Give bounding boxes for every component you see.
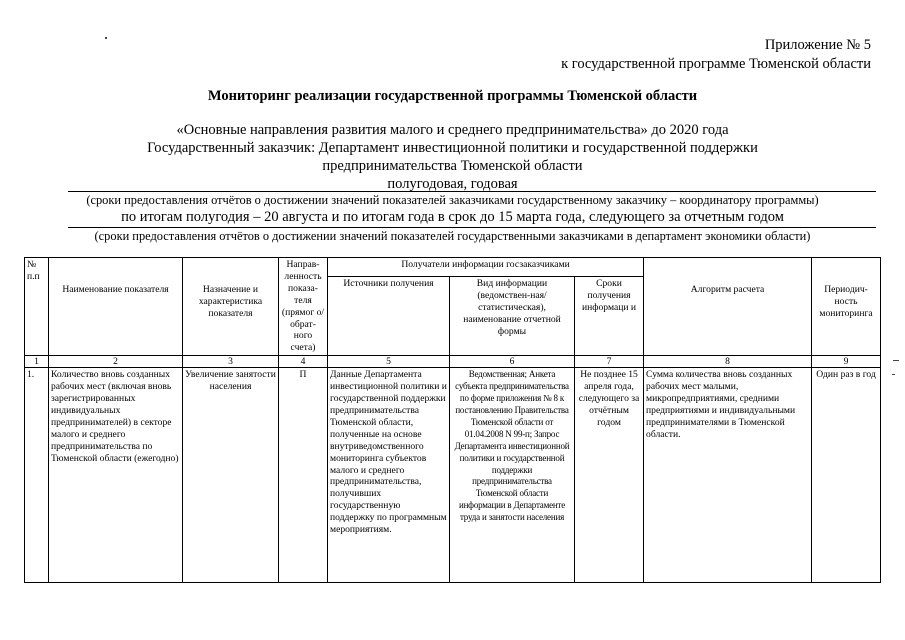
header-recipients: Получатели информации госзаказчиками <box>328 258 644 277</box>
header-name: Наименование показателя <box>49 258 183 356</box>
header-info-type: Вид информации (ведомствен-ная/статистическая), наименование отчетной формы <box>450 276 575 355</box>
col-number: 2 <box>49 356 183 368</box>
header-purpose: Назначение и характеристика показателя <box>183 258 279 356</box>
col-number: 8 <box>644 356 812 368</box>
header-direction: Направ-ленность показа-теля (прямог о/обрат-ного счета) <box>279 258 328 356</box>
appendix-line-1: Приложение № 5 <box>764 37 871 53</box>
reporting-deadline: по итогам полугодия – 20 августа и по итогам года в срок до 15 марта года, следующего за отчетным годом <box>121 209 784 225</box>
row-algorithm: Сумма количества вновь созданных рабочих мест малыми, микропредприятиями, средними предприятиями и индивидуальными предпринимателями в Тюменской области. <box>644 368 812 583</box>
divider-bottom <box>68 227 876 228</box>
row-periodicity: Один раз в год <box>812 368 881 583</box>
row-direction: П <box>279 368 328 583</box>
row-deadline: Не позднее 15 апреля года, следующего за отчётным годом <box>575 368 644 583</box>
table-row <box>25 368 881 583</box>
column-numbers-row <box>25 356 881 368</box>
note-department: (сроки предоставления отчётов о достижении значений показателей государственными заказчиками в департамент экономики области) <box>94 229 811 243</box>
scan-speck <box>893 360 899 361</box>
col-number: 6 <box>450 356 575 368</box>
program-name: «Основные направления развития малого и среднего предпринимательства» до 2020 года <box>176 122 729 138</box>
col-number: 3 <box>183 356 279 368</box>
header-deadlines: Сроки получения информаци и <box>575 276 644 355</box>
col-number: 7 <box>575 356 644 368</box>
col-number: 1 <box>25 356 49 368</box>
header-periodicity: Периодич-ность мониторинга <box>812 258 881 356</box>
document-title: Мониторинг реализации государственной программы Тюменской области <box>207 88 698 104</box>
row-sources: Данные Департамента инвестиционной политики и государственной поддержки предпринимательства Тюменской области, полученные на основе внутриведомственного мониторинга субъектов малого и среднего предпринимательства, получивших государственную поддержку по программным мероприятиям. <box>328 368 450 583</box>
monitoring-table <box>24 257 881 583</box>
row-purpose: Увеличение занятости населения <box>183 368 279 583</box>
header-algorithm: Алгоритм расчета <box>644 258 812 356</box>
appendix-note <box>561 36 871 74</box>
row-info-type: Ведомственная; Анкета субъекта предпринимательства по форме приложения № 8 к постановлению Правительства Тюменской области от 01.04.2008 N 99-п; Запрос Департамента инвестиционной политики и государственной поддержки предпринимательства Тюменской области информации в Департаменте труда и занятости населения <box>450 368 575 583</box>
col-number: 9 <box>812 356 881 368</box>
header-num: № п.п <box>25 258 49 356</box>
header-sources: Источники получения <box>328 276 450 355</box>
reporting-period: полугодовая, годовая <box>387 176 518 192</box>
customer-line-1: Государственный заказчик: Департамент инвестиционной политики и государственной поддержки <box>147 140 758 156</box>
row-name: Количество вновь созданных рабочих мест (включая вновь зарегистрированных индивидуальных предпринимателей) в секторе малого и среднего предпринимательства по Тюменской области (ежегодно) <box>49 368 183 583</box>
row-num: 1. <box>25 368 49 583</box>
customer-line-2: предпринимательства Тюменской области <box>322 158 583 174</box>
col-number: 5 <box>328 356 450 368</box>
divider-top <box>68 191 876 192</box>
appendix-line-2: к государственной программе Тюменской области <box>561 56 871 72</box>
scan-speck <box>105 37 107 39</box>
note-coordinator: (сроки предоставления отчётов о достижении значений показателей заказчиками государственному заказчику – координатору программы) <box>86 193 819 207</box>
program-block <box>0 121 905 193</box>
col-number: 4 <box>279 356 328 368</box>
scan-speck <box>892 374 895 375</box>
header-row <box>25 258 881 277</box>
